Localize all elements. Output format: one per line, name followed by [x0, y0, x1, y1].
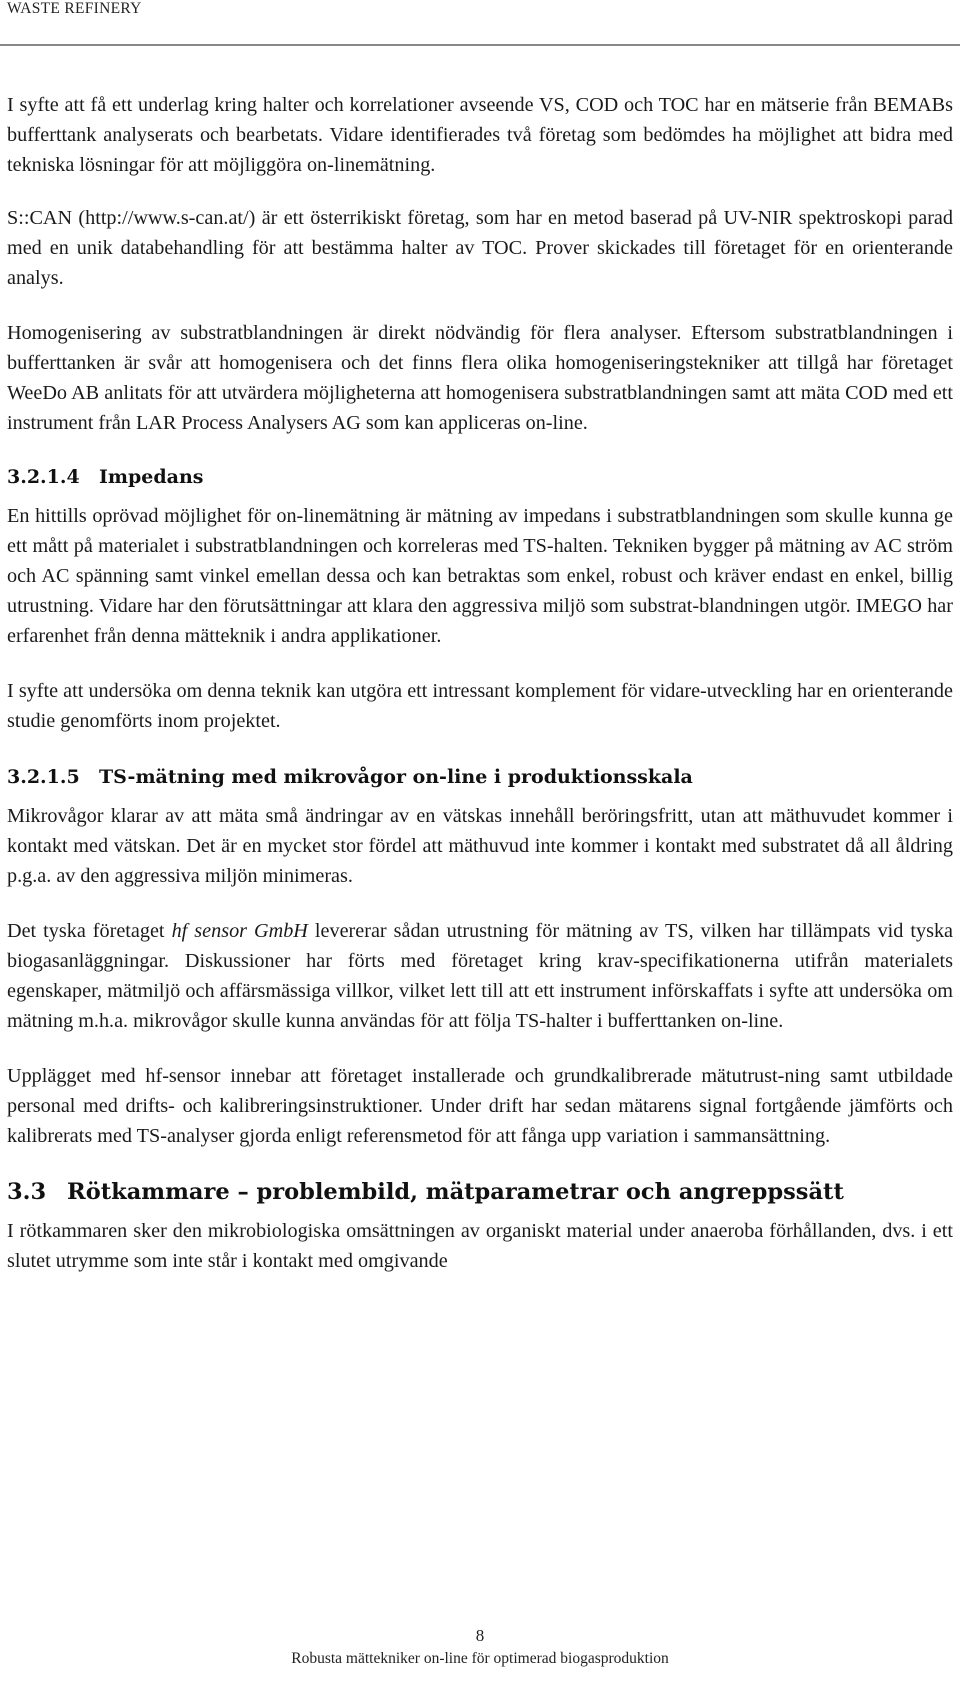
running-header: WASTE REFINERY [7, 0, 142, 17]
page-number: 8 [475, 1626, 485, 1645]
heading-number: 3.3 [7, 1179, 47, 1205]
paragraph-mikrovagor: Mikrovågor klarar av att mäta små ändringar av en vätskas innehåll beröringsfritt, utan att mäthuvudet kommer i kontakt med vätskan. Det är en mycket stor fördel att mäthuvud inte kommer i kontakt med substratet då all åldring p.g.a. av den aggressiva miljön minimeras. [7, 805, 953, 887]
heading-title: TS-mätning med mikrovågor on-line i produktionsskala [99, 766, 693, 788]
scan-link[interactable]: http://www.s-can.at/ [85, 207, 249, 229]
heading-impedans [7, 463, 953, 491]
hf-text-suffix: levererar sådan utrustning för mätning av TS, vilken har tillämpats vid tyska biogasanläggningar. Diskussioner har förts med företaget kring krav-specifikationerna utifrån materialets egenskaper, mätmiljö och affärsmässiga villkor, vilket lett till att ett instrument införskaffats i syfte att undersöka om mätning m.h.a. mikrovågor skulle kunna användas för att följa TS-halter i bufferttanken on-line. [7, 920, 954, 1032]
scan-text-suffix: ) är ett österrikiskt företag, som har en metod baserad på UV-NIR spektroskopi parad med en unik databehandling för att bestämma halter av TOC. Prover skickades till företaget för en orienterande analys. [7, 207, 953, 289]
company-name-italic: hf sensor GmbH [171, 920, 308, 942]
heading-title: Impedans [99, 466, 204, 488]
header-rule [0, 44, 960, 46]
heading-title: Rötkammare – problembild, mätparametrar och angreppssätt [67, 1179, 844, 1205]
paragraph-bemab-series: I syfte att få ett underlag kring halter och korrelationer avseende VS, COD och TOC har en mätserie från BEMABs bufferttank analyserats och bearbetats. Vidare identifierades två företag som bedömdes ha möjlighet att bidra med tekniska lösningar för att möjliggöra on-linemätning. [7, 94, 953, 176]
paragraph-orienterande-studie: I syfte att undersöka om denna teknik kan utgöra ett intressant komplement för vidare-utveckling har en orienterande studie genomförts inom projektet. [7, 680, 953, 732]
heading-ts-matning [7, 763, 953, 791]
hf-text-prefix: Det tyska företaget [7, 920, 172, 942]
paragraph-upplagg: Upplägget med hf-sensor innebar att företaget installerade och grundkalibrerade mätutrust-ning samt utbildade personal med drifts- och kalibreringsinstruktioner. Under drift har sedan mätarens signal fortgående jämförts och kalibrerats med TS-analyser gjorda enligt referensmetod för att fånga upp variation i sammansättning. [7, 1065, 953, 1147]
paragraph-hf-sensor [7, 916, 953, 1036]
paragraph-impedans: En hittills oprövad möjlighet för on-linemätning är mätning av impedans i substratblandningen som skulle kunna ge ett mått på materialet i substratblandningen och korreleras med TS-halten. Tekniken bygger på mätning av AC ström och AC spänning samt vinkel emellan dessa och kan betraktas som enkel, robust och kräver endast en enkel, billig utrustning. Vidare har den förutsättningar att klara den aggressiva miljö som substrat-blandningen utgör. IMEGO har erfarenhet från denna mätteknik i andra applikationer. [7, 505, 953, 647]
heading-number: 3.2.1.4 [7, 466, 80, 488]
heading-rotkammare [7, 1176, 953, 1208]
paragraph-scan [7, 203, 953, 293]
document-body [7, 90, 953, 1303]
footer-document-title: Robusta mättekniker on-line för optimerad biogasproduktion [291, 1650, 669, 1667]
paragraph-rotkammaren: I rötkammaren sker den mikrobiologiska omsättningen av organiskt material under anaeroba förhållanden, dvs. i ett slutet utrymme som inte står i kontakt med omgivande [7, 1220, 953, 1272]
heading-number: 3.2.1.5 [7, 766, 80, 788]
paragraph-homogenisering: Homogenisering av substratblandningen är direkt nödvändig för flera analyser. Eftersom substratblandningen i bufferttanken är svår att homogenisera och det finns flera olika homogeniseringstekniker att tillgå har företaget WeeDo AB anlitats för att utvärdera möjligheterna att homogenisera substratblandningen samt att mäta COD med ett instrument från LAR Process Analysers AG som kan appliceras on-line. [7, 322, 953, 434]
scan-text-prefix: S::CAN ( [7, 207, 86, 229]
